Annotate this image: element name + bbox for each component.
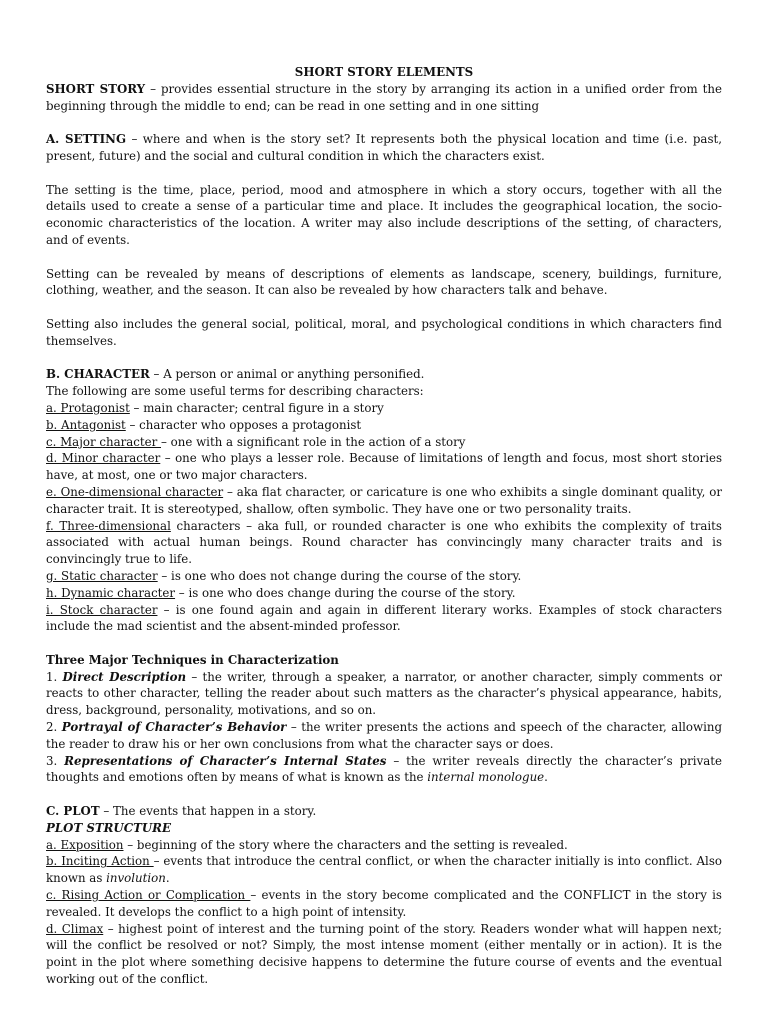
short-story-text: – provides essential structure in the story by arranging its action in a unified order from the beginning through the middle to end; can be read in one setting and in one sitting [46,81,722,113]
technique-item [46,753,722,787]
short-story-definition [46,81,722,115]
character-term [46,434,722,451]
technique-text: – the writer reveals directly the character’s private thoughts and emotions often by means of what is known as the [46,753,722,785]
setting-paragraph-1: The setting is the time, place, period, mood and atmosphere in which a story occurs, together with all the details used to create a sense of a particular time and place. It includes the geographical location, the socio-economic characteristics of the location. A writer may also include descriptions of the setting, of characters, and of events. [46,182,722,247]
technique-end: . [544,770,548,785]
character-term-text: – is one who does change during the course of the story. [175,585,516,600]
character-heading: B. CHARACTER [46,367,150,382]
short-story-term: SHORT STORY [46,81,146,96]
involution-term: involution [106,871,166,886]
plot-term-label: c. Rising Action or Complication [46,888,251,903]
plot-term [46,921,722,988]
character-term-text: – one who plays a lesser role. Because of limitations of length and focus, most short stories have, at most, one or two major characters. [46,451,722,483]
character-term-label: d. Minor character [46,451,161,466]
internal-monologue-term: internal monologue [427,770,545,785]
plot-term-label: d. Climax [46,921,104,936]
technique-term: Portrayal of Character’s Behavior [61,720,287,735]
setting-def-text: – where and when is the story set? It represents both the physical location and time (i.e. past, present, future) and the social and cultural condition in which the characters exist. [46,132,722,163]
plot-term-text: – beginning of the story where the characters and the setting is revealed. [123,837,568,852]
technique-number: 2. [46,720,62,735]
technique-text: – the writer presents the actions and speech of the character, allowing the reader to draw his or her own conclusions from what the character says or does. [46,720,722,751]
setting-paragraph-3: Setting also includes the general social, political, moral, and psychological conditions in which characters find themselves. [46,316,722,348]
plot-term-end: . [165,871,170,886]
character-term [46,602,722,636]
technique-term: Direct Description [62,669,187,684]
plot-term-label: b. Inciting Action [46,854,154,869]
character-term-text: – is one who does not change during the course of the story. [157,568,522,583]
character-term [46,450,722,484]
technique-item [46,719,722,753]
plot-def-text: – The events that happen in a story. [99,804,317,819]
character-intro: The following are some useful terms for describing characters: [46,384,424,399]
character-term-text: – is one found again and again in different literary works. Examples of stock characters include the mad scientist and the absent-minded professor. [46,602,722,634]
plot-term [46,887,722,921]
character-term-text: characters – aka full, or rounded character is one who exhibits the complexity of traits associated with actual human beings. Round character has convincingly many character traits and is convincingly true to life. [46,518,722,567]
plot-heading: C. PLOT [46,804,100,819]
plot-definition [46,803,722,820]
character-term-label: a. Protagonist [46,400,130,415]
setting-definition [46,131,722,165]
character-term [46,400,722,417]
plot-term [46,853,722,887]
technique-text: – the writer, through a speaker, a narrator, or another character, simply comments or reacts to other character, telling the reader about such matters as the character’s physical appearance, habits, dress, background, personality, motivations, and so on. [46,669,722,718]
plot-term-text: – events that introduce the central conflict, or when the character initially is into conflict. Also known as [46,854,722,886]
technique-term: Representations of Character’s Internal States [64,753,387,768]
plot-structure-heading: PLOT STRUCTURE [46,820,171,835]
character-def-text: – A person or animal or anything personified. [149,367,425,382]
character-term-text: – main character; central figure in a story [129,400,384,415]
character-term-label: h. Dynamic character [46,585,176,600]
technique-number: 1. [46,669,63,684]
techniques-heading: Three Major Techniques in Characterization [46,652,339,667]
character-term-label: c. Major character [46,434,161,449]
plot-term [46,837,722,854]
character-term-text: – character who opposes a protagonist [125,417,362,432]
page-title: SHORT STORY ELEMENTS [294,65,474,79]
character-term-label: i. Stock character [46,602,158,617]
character-term [46,585,722,602]
character-term [46,568,722,585]
character-term [46,518,722,568]
technique-item [46,669,722,719]
plot-term-text: – events in the story become complicated and the CONFLICT in the story is revealed. It develops the conflict to a high point of intensity. [46,888,722,919]
setting-paragraph-2: Setting can be revealed by means of descriptions of elements as landscape, scenery, buildings, furniture, clothing, weather, and the season. It can also be revealed by how characters talk and behave. [46,266,722,298]
character-term-label: f. Three-dimensional [46,518,171,533]
character-term [46,484,722,518]
character-term-label: g. Static character [46,568,158,583]
plot-term-text: – highest point of interest and the turning point of the story. Readers wonder what will happen next; will the conflict be resolved or not? Simply, the most intense moment (either mentally or in action). It is the point in the plot where something decisive happens to determine the future course of events and the eventual working out of the conflict. [46,921,722,987]
character-term-text: – aka flat character, or caricature is one who exhibits a single dominant quality, or character trait. It is stereotyped, shallow, often symbolic. They have one or two personality traits. [46,484,722,516]
plot-term-label: a. Exposition [46,837,124,852]
setting-heading: A. SETTING [46,132,127,147]
character-term-label: b. Antagonist [46,417,126,432]
character-definition [46,366,722,383]
character-term-text: – one with a significant role in the action of a story [161,434,466,449]
character-term [46,417,722,434]
character-term-label: e. One-dimensional character [46,484,224,499]
technique-number: 3. [46,753,65,768]
